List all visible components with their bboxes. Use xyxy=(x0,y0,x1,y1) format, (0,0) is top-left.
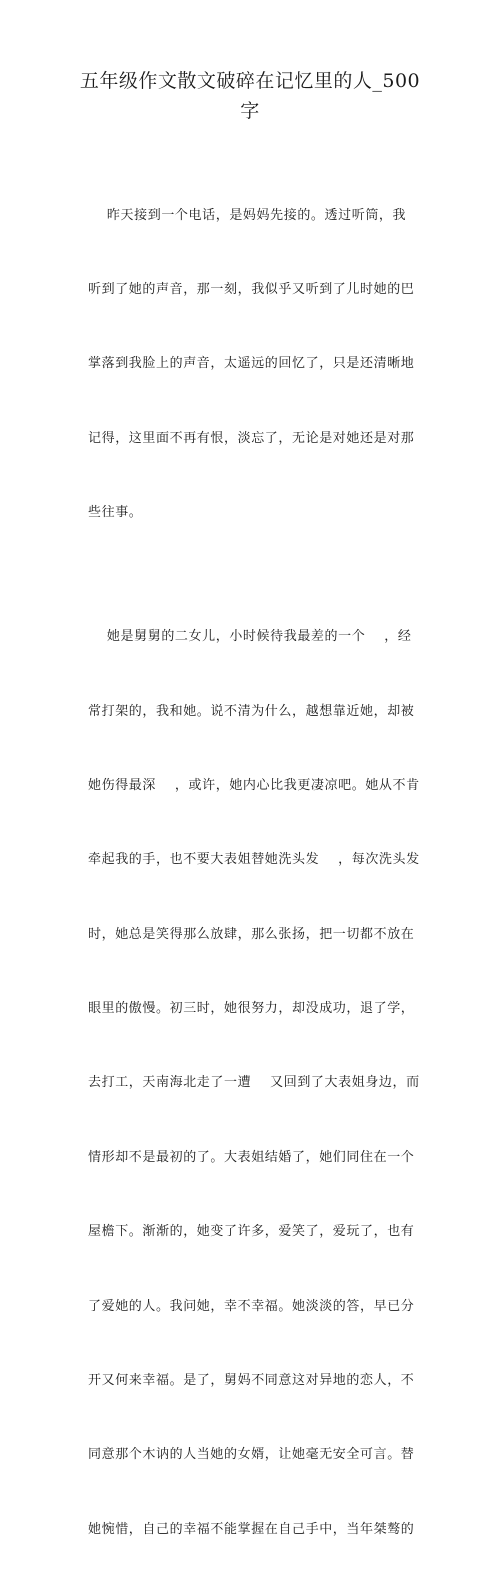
paragraph xyxy=(88,154,418,576)
text-line: 同意那个木讷的人当她的女婿，让她毫无安全可言。替 xyxy=(88,1447,415,1463)
text-line: 情形却不是最初的了。大表姐结婚了，她们同住在一个 xyxy=(88,1149,415,1165)
text-line: 开又何来幸福。是了，舅妈不同意这对异地的恋人，不 xyxy=(88,1373,415,1389)
text-line: 她伤得最深 ，或许，她内心比我更凄凉吧。她从不肯 xyxy=(88,777,420,793)
text-line: 了爱她的人。我问她，幸不幸福。她淡淡的答，早已分 xyxy=(88,1298,415,1314)
text-line: 眼里的傲慢。初三时，她很努力，却没成功，退了学， xyxy=(88,1001,415,1017)
title-line: 五年级作文散文破碎在记忆里的人_500 xyxy=(79,70,421,92)
text-line: 她是舅舅的二女儿，小时候待我最差的一个 ，经 xyxy=(88,629,412,645)
text-line: 屋檐下。渐渐的，她变了许多，爱笑了，爱玩了，也有 xyxy=(88,1224,415,1240)
text-line: 昨天接到一个电话，是妈妈先接的。透过听筒，我 xyxy=(88,207,407,223)
text-line: 去打工，天南海北走了一遭 又回到了大表姐身边，而 xyxy=(88,1075,420,1091)
article-body xyxy=(88,154,418,1592)
text-line: 牵起我的手，也不要大表姐替她洗头发 ，每次洗头发 xyxy=(88,852,420,868)
text-line: 些往事。 xyxy=(88,505,143,521)
text-line: 常打架的，我和她。说不清为什么，越想靠近她，却被 xyxy=(88,703,415,719)
title-line: 字 xyxy=(240,100,260,122)
paragraph xyxy=(88,576,418,1592)
text-line: 记得，这里面不再有恨，淡忘了，无论是对她还是对那 xyxy=(88,430,415,446)
document-title xyxy=(60,66,440,126)
text-line: 掌落到我脸上的声音，太遥远的回忆了，只是还清晰地 xyxy=(88,356,415,372)
text-line: 时，她总是笑得那么放肆，那么张扬，把一切都不放在 xyxy=(88,926,415,942)
text-line: 听到了她的声音，那一刻，我似乎又听到了儿时她的巴 xyxy=(88,281,415,297)
text-line: 她惋惜，自己的幸福不能掌握在自己手中，当年桀骜的 xyxy=(88,1521,415,1537)
